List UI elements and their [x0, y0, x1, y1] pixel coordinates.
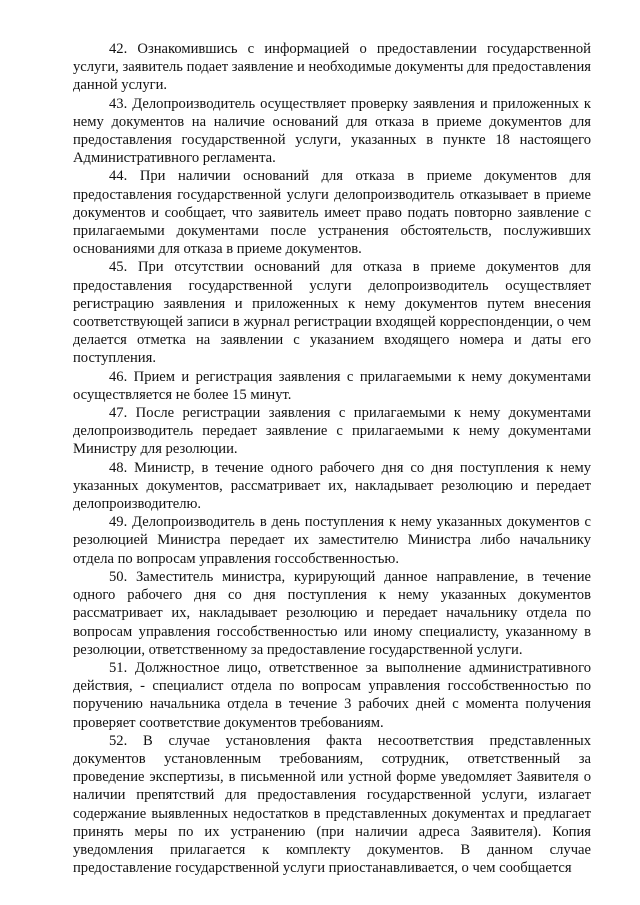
- paragraph-50: 50. Заместитель министра, курирующий данное направление, в течение одного рабочего дня со дня поступления к нему указанных документов рассматривает их, накладывает резолюцию и передает начальнику отдела по вопросам управления госсобственностью или иному специалисту, указанному в резолюции, ответственному за предоставление государственной услуги.: [73, 568, 591, 658]
- paragraph-43: 43. Делопроизводитель осуществляет проверку заявления и приложенных к нему документов на наличие оснований для отказа в приеме документов для предоставления государственной услуги, указанных в пункте 18 настоящего Административного регламента.: [73, 95, 591, 167]
- paragraph-51: 51. Должностное лицо, ответственное за выполнение административного действия, - специалист отдела по вопросам управления госсобственностью по поручению начальника отдела в течение 3 рабочих дней с момента получения проверяет соответствие документов требованиям.: [73, 659, 591, 731]
- document-page: [73, 40, 591, 877]
- paragraph-44: 44. При наличии оснований для отказа в приеме документов для предоставления государственной услуги делопроизводитель отказывает в приеме документов и сообщает, что заявитель имеет право подать повторно заявление с прилагаемыми документами после устранения обстоятельств, послуживших основаниями для отказа в приеме документов.: [73, 168, 591, 258]
- paragraph-52: 52. В случае установления факта несоответствия представленных документов установленным требованиям, сотрудник, ответственный за проведение экспертизы, в письменной или устной форме уведомляет Заявителя о наличии препятствий для предоставления государственной услуги, излагает содержание выявленных недостатков в представленных документах и предлагает принять меры по их устранению (при наличии адреса Заявителя). Копия уведомления прилагается к комплекту документов. В данном случае предоставление государственной услуги приостанавливается, о чем сообщается: [73, 732, 591, 877]
- paragraph-48: 48. Министр, в течение одного рабочего дня со дня поступления к нему указанных документов, рассматривает их, накладывает резолюцию и передает делопроизводителю.: [73, 459, 591, 513]
- paragraph-46: 46. Прием и регистрация заявления с прилагаемыми к нему документами осуществляется не более 15 минут.: [73, 368, 591, 403]
- paragraph-42: 42. Ознакомившись с информацией о предоставлении государственной услуги, заявитель подает заявление и необходимые документы для предоставления данной услуги.: [73, 41, 591, 94]
- paragraph-45: 45. При отсутствии оснований для отказа в приеме документов для предоставления государственной услуги делопроизводитель осуществляет регистрацию заявления и приложенных к нему документов путем внесения соответствующей записи в журнал регистрации входящей корреспонденции, о чем делается отметка на заявлении с указанием входящего номера и даты его поступления.: [73, 259, 591, 367]
- paragraph-47: 47. После регистрации заявления с прилагаемыми к нему документами делопроизводитель передает заявление с прилагаемыми к нему документами Министру для резолюции.: [73, 405, 591, 458]
- paragraph-49: 49. Делопроизводитель в день поступления к нему указанных документов с резолюцией Министра передает их заместителю Министра либо начальнику отдела по вопросам управления госсобственностью.: [73, 514, 591, 567]
